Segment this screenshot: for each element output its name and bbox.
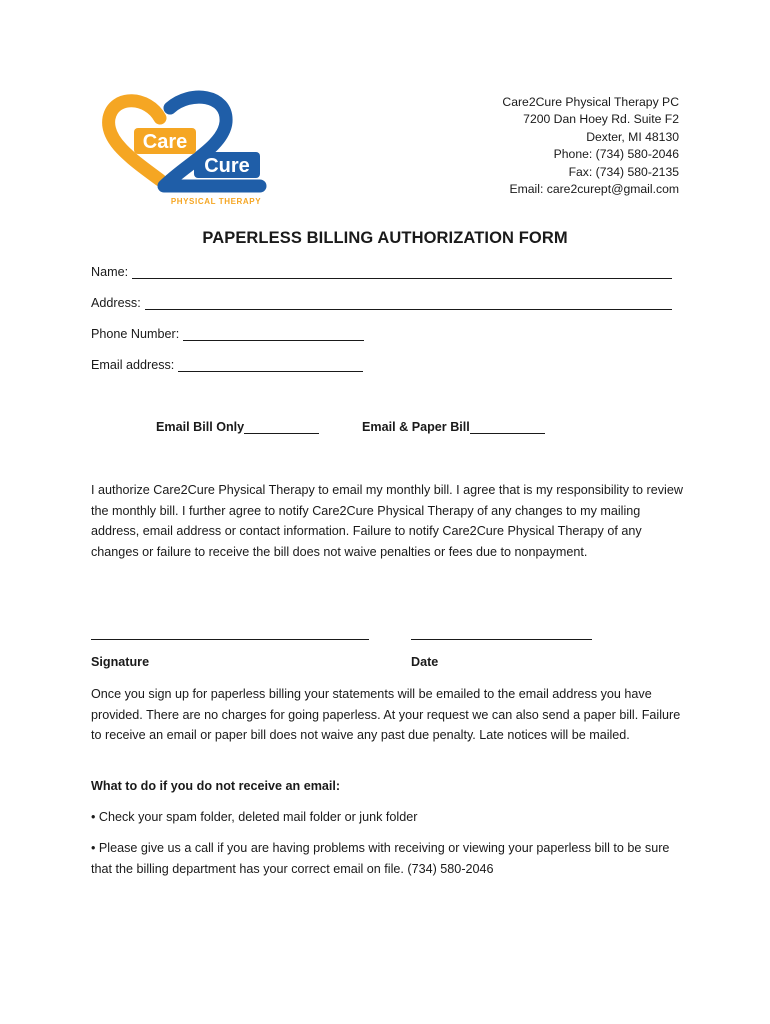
company-phone: Phone: (734) 580-2046 <box>553 147 679 162</box>
authorization-text: I authorize Care2Cure Physical Therapy to email my monthly bill. I agree that is my responsibility to review the monthly bill. I further agree to notify Care2Cure Physical Therapy of any changes to my mailing address, email address or contact information. Failure to notify Care2Cure Physical Therapy of any changes or failure to receive the bill does not waive penalties or fees due to nonpayment. <box>91 483 683 559</box>
signature-label: Signature <box>91 655 150 669</box>
option-email-only-line[interactable] <box>244 420 319 434</box>
form-title: PAPERLESS BILLING AUTHORIZATION FORM <box>202 229 568 247</box>
option-email-paper-line[interactable] <box>470 420 545 434</box>
email-label: Email address: <box>91 358 175 372</box>
logo-graphic <box>100 88 275 210</box>
option-email-paper-label: Email & Paper Bill <box>362 420 470 434</box>
phone-label: Phone Number: <box>91 327 180 341</box>
date-line[interactable] <box>411 639 592 640</box>
bullet-call-us: • Please give us a call if you are having problems with receiving or viewing your paperless bill to be sure that the billing department has your correct email on file. (734) 580-2046 <box>91 841 670 876</box>
option-email-paper <box>362 420 545 434</box>
date-label: Date <box>411 655 439 669</box>
logo-word-care: Care <box>142 131 188 153</box>
address-label: Address: <box>91 296 141 310</box>
option-email-only-label: Email Bill Only <box>156 420 245 434</box>
what-to-do-heading: What to do if you do not receive an email: <box>91 779 341 793</box>
company-city: Dexter, MI 48130 <box>586 129 679 144</box>
bullet-spam-folder: • Check your spam folder, deleted mail folder or junk folder <box>91 810 418 824</box>
logo-word-cure: Cure <box>204 155 250 177</box>
phone-input-line[interactable] <box>183 327 364 341</box>
paperless-info-text: Once you sign up for paperless billing your statements will be emailed to the email address you have provided. There are no charges for going paperless. At your request we can also send a paper bill. Failure to receive an email or paper bill does not waive any past due penalty. Late notices will be mailed. <box>91 687 681 743</box>
name-field <box>91 265 672 279</box>
phone-field <box>91 327 364 341</box>
company-logo <box>100 88 275 210</box>
address-field <box>91 296 672 310</box>
email-field <box>91 358 363 372</box>
company-info <box>502 94 679 198</box>
option-email-only <box>156 420 319 434</box>
signature-line[interactable] <box>91 639 369 640</box>
company-fax: Fax: (734) 580-2135 <box>568 164 679 179</box>
name-input-line[interactable] <box>132 265 672 279</box>
logo-tagline: PHYSICAL THERAPY <box>170 197 262 206</box>
company-name: Care2Cure Physical Therapy PC <box>502 95 679 109</box>
email-input-line[interactable] <box>178 358 363 372</box>
company-email: Email: care2curept@gmail.com <box>509 182 679 197</box>
company-address: 7200 Dan Hoey Rd. Suite F2 <box>523 112 679 127</box>
name-label: Name: <box>91 265 129 279</box>
address-input-line[interactable] <box>145 296 672 310</box>
